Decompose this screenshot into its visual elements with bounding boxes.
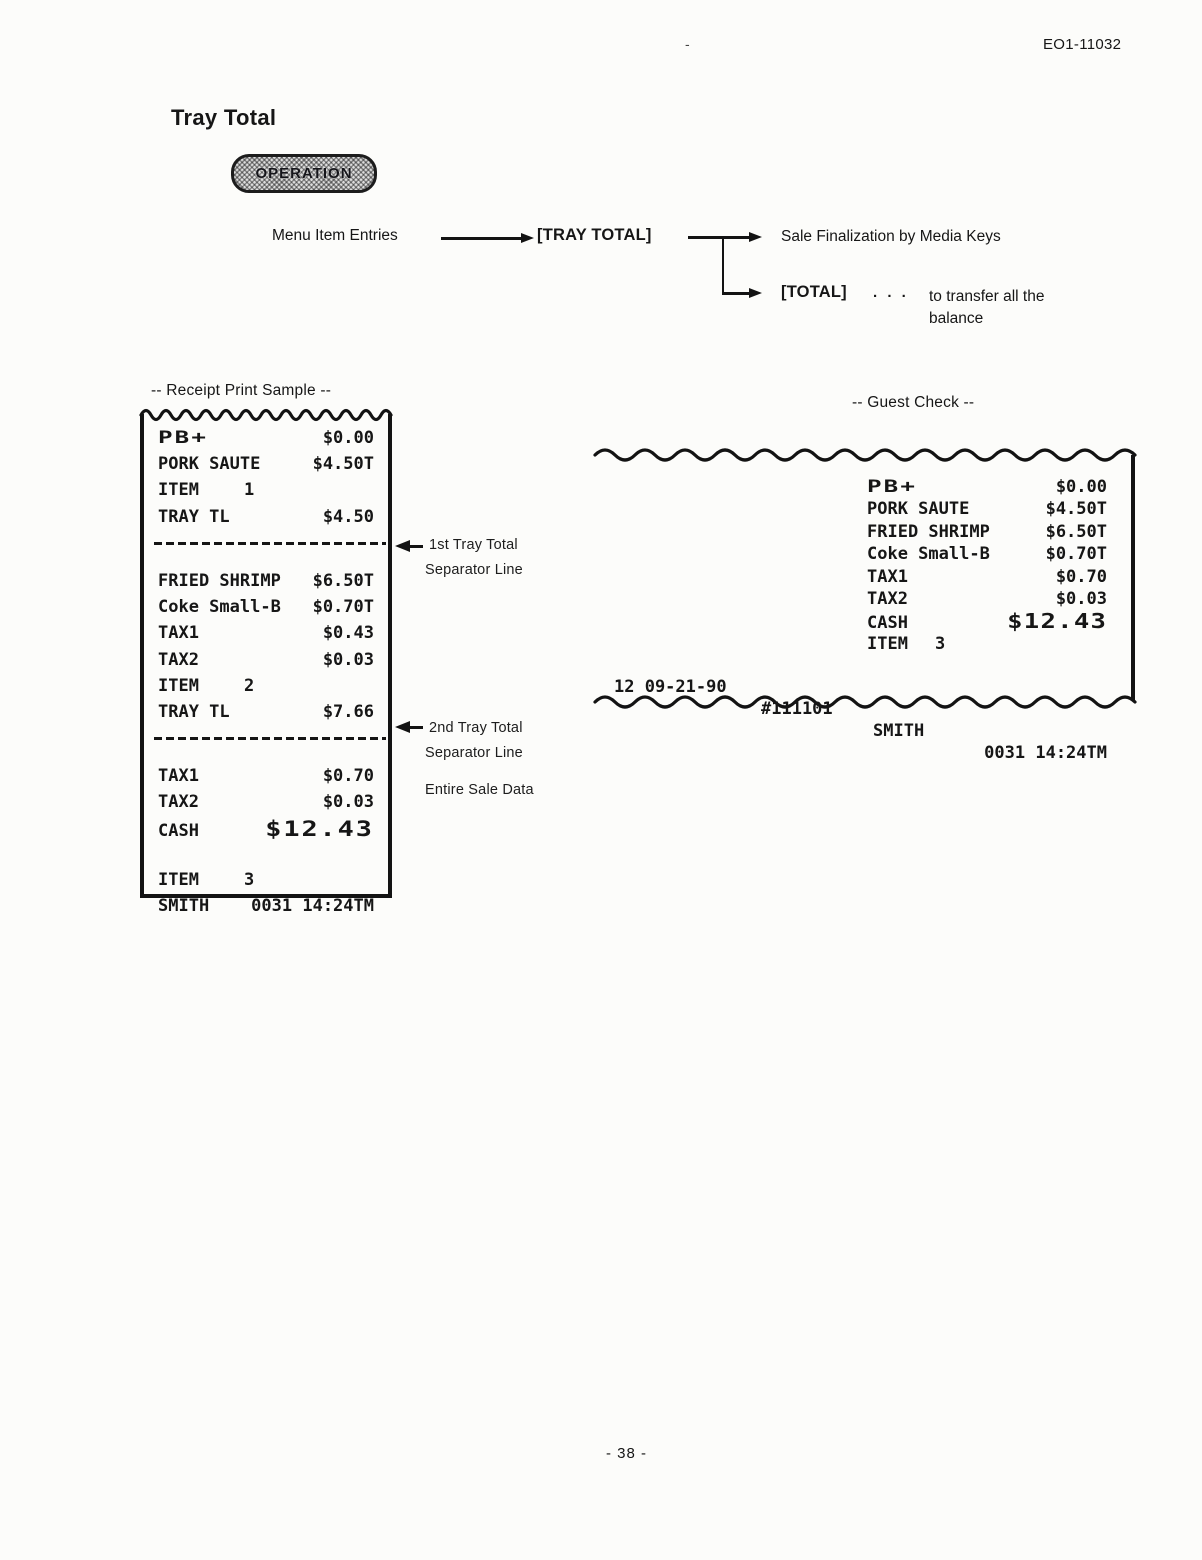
flow-line — [441, 237, 523, 240]
clerk-name: SMITH — [158, 896, 210, 916]
guest-check-footer-line — [595, 654, 1135, 763]
flow-line — [688, 236, 724, 239]
item-name: TRAY TL — [158, 506, 230, 527]
item-price: $6.50T — [1045, 521, 1107, 542]
first-separator-annotation: 1st Tray Total — [429, 537, 518, 553]
flow-branch-line — [722, 236, 725, 294]
guest-check-time-stamp: 0031 14:24TM — [984, 743, 1107, 763]
item-count-value: 3 — [244, 869, 255, 890]
item-name: TAX2 — [158, 649, 199, 670]
entire-sale-data-annotation: Entire Sale Data — [425, 782, 534, 798]
item-name: TAX2 — [867, 588, 908, 609]
guest-check-number: #111101 — [761, 699, 833, 719]
flow-ellipsis: . . . — [873, 284, 909, 301]
clerk-name: SMITH — [873, 721, 925, 741]
receipt-print-sample — [140, 414, 392, 916]
item-price: $0.03 — [1055, 588, 1107, 609]
dashed-line — [154, 542, 386, 545]
item-name: FRIED SHRIMP — [158, 570, 281, 591]
operation-badge-label: OPERATION — [255, 165, 353, 182]
item-name: PORK SAUTE — [158, 454, 261, 475]
item-price: $4.50T — [312, 454, 374, 475]
item-count-value: 1 — [244, 480, 255, 501]
item-price: $0.70 — [322, 766, 374, 787]
guest-check-date: 12 09-21-90 — [614, 677, 727, 697]
guest-check-label: -- Guest Check -- — [852, 394, 975, 411]
tender-amount: $12.43 — [1006, 609, 1107, 634]
receipt-line — [158, 789, 374, 815]
item-name: Coke Small-B — [867, 544, 990, 565]
document-number: EO1-11032 — [1043, 36, 1122, 53]
receipt-blank-line — [158, 842, 374, 867]
item-name: PB+ — [158, 428, 209, 448]
receipt-line — [158, 647, 374, 673]
flow-entry-label: Menu Item Entries — [272, 227, 398, 244]
item-price: $7.66 — [322, 701, 374, 722]
item-count-label: ITEM — [158, 675, 199, 696]
item-name: PB+ — [867, 477, 918, 497]
flow-total-note-line2: balance — [929, 310, 984, 327]
item-name: TAX1 — [867, 566, 908, 587]
receipt-line — [158, 477, 374, 503]
receipt-line — [158, 425, 374, 451]
receipt-line — [158, 673, 374, 699]
receipt-sample-label: -- Receipt Print Sample -- — [151, 382, 332, 399]
flow-line — [722, 236, 750, 239]
flow-total-note-line1: to transfer all the — [929, 288, 1045, 305]
item-price: $6.50T — [312, 570, 374, 591]
page-title: Tray Total — [171, 105, 277, 130]
item-name: TAX1 — [158, 623, 199, 644]
receipt-line — [158, 816, 374, 842]
receipt-line — [158, 867, 374, 893]
page-number: - 38 - — [606, 1445, 648, 1462]
item-price: $0.70T — [312, 597, 374, 618]
arrow-right-icon — [521, 233, 534, 243]
second-separator-annotation-line2: Separator Line — [425, 745, 523, 761]
tender-name: CASH — [158, 820, 199, 841]
guest-check-line — [867, 633, 1107, 655]
receipt-line — [158, 699, 374, 725]
item-name: PORK SAUTE — [867, 499, 970, 520]
arrow-right-icon — [749, 288, 762, 298]
flow-tray-total-key: [TRAY TOTAL] — [537, 226, 652, 244]
receipt-line — [158, 893, 374, 919]
arrow-left-icon — [395, 721, 423, 733]
receipt-line — [158, 620, 374, 646]
receipt-line — [158, 504, 374, 530]
item-name: Coke Small-B — [158, 597, 281, 618]
item-price: $0.03 — [322, 792, 374, 813]
dashed-line — [154, 737, 386, 740]
guest-check-line — [867, 566, 1107, 588]
item-price: $0.70T — [1045, 544, 1107, 565]
guest-check-top-edge-wave — [593, 442, 1137, 462]
flow-total-note — [929, 286, 1044, 330]
guest-check-line — [867, 498, 1107, 520]
item-price: $4.50T — [1045, 499, 1107, 520]
item-count-label: ITEM — [158, 480, 199, 501]
receipt-line — [158, 594, 374, 620]
receipt-separator-line — [158, 542, 374, 568]
receipt-top-edge-wave — [139, 403, 395, 421]
first-separator-annotation-line2: Separator Line — [425, 562, 523, 578]
guest-check — [595, 450, 1135, 763]
arrow-left-icon — [395, 540, 423, 552]
second-separator-annotation: 2nd Tray Total — [429, 720, 523, 736]
item-price: $0.43 — [322, 623, 374, 644]
item-price: $0.70 — [1055, 566, 1107, 587]
item-price: $0.00 — [322, 428, 374, 448]
item-price: $0.00 — [1055, 477, 1107, 497]
flow-line — [722, 292, 750, 295]
guest-check-line — [867, 521, 1107, 543]
receipt-time-stamp: 0031 14:24TM — [251, 896, 374, 916]
item-price: $4.50 — [322, 506, 374, 527]
item-name: TAX2 — [158, 792, 199, 813]
stray-dash-mark: - — [685, 36, 690, 52]
item-name: FRIED SHRIMP — [867, 521, 990, 542]
guest-check-line — [867, 476, 1107, 498]
receipt-body — [158, 425, 374, 919]
item-count-value: 3 — [935, 633, 946, 654]
item-count-value: 2 — [244, 675, 255, 696]
item-count-label: ITEM — [867, 633, 908, 654]
flow-finalization-label: Sale Finalization by Media Keys — [781, 228, 1001, 245]
receipt-line — [158, 451, 374, 477]
item-count-label: ITEM — [158, 869, 199, 890]
tender-amount: $12.43 — [265, 816, 374, 841]
item-price: $0.03 — [322, 649, 374, 670]
receipt-line — [158, 568, 374, 594]
receipt-line — [158, 763, 374, 789]
guest-check-line — [867, 543, 1107, 565]
arrow-right-icon — [749, 232, 762, 242]
receipt-separator-line — [158, 737, 374, 763]
item-name: TRAY TL — [158, 701, 230, 722]
guest-check-body — [867, 476, 1107, 655]
guest-check-line — [867, 588, 1107, 610]
tender-name: CASH — [867, 613, 908, 634]
guest-check-line — [867, 610, 1107, 632]
flow-total-key: [TOTAL] — [781, 283, 847, 301]
operation-badge — [231, 154, 377, 193]
item-name: TAX1 — [158, 766, 199, 787]
